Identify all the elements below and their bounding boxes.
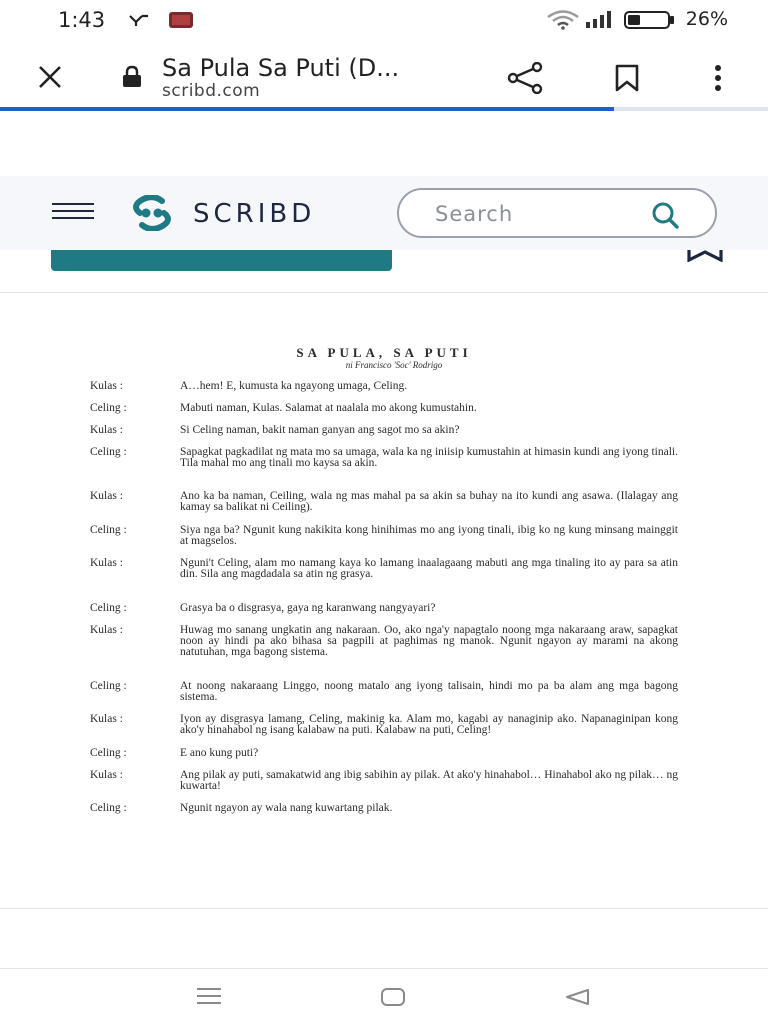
speaker-name: Kulas :: [90, 624, 123, 636]
dialogue-text: Grasya ba o disgrasya, gaya ng karanwang nangyayari?: [180, 602, 436, 614]
close-tab-button[interactable]: [33, 62, 67, 92]
page-url[interactable]: scribd.com: [162, 81, 261, 101]
recent-apps-icon: [196, 987, 222, 1005]
dialogue-text: Si Celing naman, bakit naman ganyan ang sagot mo sa akin?: [180, 424, 460, 436]
scribd-logo-text[interactable]: SCRIBD: [193, 199, 316, 229]
search-box[interactable]: [397, 188, 717, 238]
battery-icon: [624, 11, 676, 34]
close-icon: [36, 63, 64, 91]
dialogue-text: Nguni't Celing, alam mo namang kaya ko lamang inaalagaang mabuti ang mga tinaling ito ay para sa atin din. Sila ang magdadala sa atin ng grasya.: [180, 557, 678, 580]
sale-app-icon: [168, 11, 194, 34]
wifi-icon: [546, 10, 580, 35]
status-time: 1:43: [58, 8, 106, 32]
dialogue-text: At noong nakaraang Linggo, noong matalo ang iyong talisain, hindi mo pa ba alam ang mga bagong sistema.: [180, 680, 678, 703]
more-vert-icon: [713, 63, 723, 93]
speaker-name: Celing :: [90, 402, 127, 414]
scribd-logo-icon[interactable]: [130, 195, 174, 236]
status-bar: [0, 0, 768, 40]
recent-apps-button[interactable]: [196, 987, 222, 1010]
speaker-name: Celing :: [90, 802, 127, 814]
dialogue-text: A…hem! E, kumusta ka ngayong umaga, Celing.: [180, 380, 408, 392]
home-button[interactable]: [380, 987, 406, 1012]
speaker-name: Celing :: [90, 680, 127, 692]
dialogue-text: Siya nga ba? Ngunit kung nakikita kong hinihimas mo ang iyong tinali, ibig ko ng kung minsang mainggit at magselos.: [180, 524, 678, 547]
system-navigation-bar: [0, 968, 768, 1024]
speaker-name: Kulas :: [90, 557, 123, 569]
back-button[interactable]: [564, 987, 590, 1012]
speaker-name: Kulas :: [90, 713, 123, 725]
dialogue-text: Ngunit ngayon ay wala nang kuwartang pilak.: [180, 802, 393, 814]
document-author: ni Francisco 'Soc' Rodrigo: [345, 360, 443, 370]
dialogue-text: Huwag mo sanang ungkatin ang nakaraan. Oo, ako nga'y napagtalo noong mga nakaraang araw, sapagkat noon ay hindi pa ako bihasa sa pagpili at paghimas ng manok. Ngunit ngayon ay marami na akong natutuhan, mga bagong sistema.: [180, 624, 678, 658]
speaker-name: Kulas :: [90, 490, 123, 502]
document-page-border: [0, 908, 768, 909]
scribd-header: [0, 176, 768, 250]
bookmark-icon: [613, 63, 641, 93]
dialogue-text: E ano kung puti?: [180, 747, 259, 759]
speaker-name: Celing :: [90, 446, 127, 458]
menu-icon-bar: [52, 203, 94, 205]
more-options-button[interactable]: [706, 60, 730, 96]
search-icon[interactable]: [651, 201, 679, 234]
share-button[interactable]: [504, 60, 546, 96]
speaker-name: Celing :: [90, 747, 127, 759]
battery-percent: 26%: [685, 8, 728, 30]
signal-icon: [584, 10, 616, 33]
browser-toolbar: [0, 40, 768, 110]
page-load-progress: [0, 107, 768, 111]
menu-icon-bar: [52, 217, 94, 219]
speaker-name: Celing :: [90, 524, 127, 536]
speaker-name: Celing :: [90, 602, 127, 614]
search-input[interactable]: [435, 200, 645, 228]
speaker-name: Kulas :: [90, 380, 123, 392]
dialogue-text: Sapagkat pagkadilat ng mata mo sa umaga, wala ka ng iniisip kumustahin at himasin kundi ang iyong tinali. Tila mahal mo ang tinali mo kaysa sa akin.: [180, 446, 678, 469]
dialogue-text: Ang pilak ay puti, samakatwid ang ibig sabihin ay pilak. At ako'y hinahabol… Hinahabol ako ng pilak… ng kuwarta!: [180, 769, 678, 792]
dialogue-text: Iyon ay disgrasya lamang, Celing, makinig ka. Alam mo, kagabi ay nanaginip ako. Napanaginipan kong ako'y hinahabol ng isang kalabaw na puti. Kalabaw na puti, Celing!: [180, 713, 678, 736]
share-icon: [505, 62, 545, 94]
menu-icon-bar: [52, 210, 94, 212]
hamburger-menu-button[interactable]: [52, 203, 94, 223]
page-load-progress-fill: [0, 107, 614, 111]
back-icon: [564, 987, 590, 1007]
save-document-icon[interactable]: [687, 248, 723, 267]
home-icon: [380, 987, 406, 1007]
dialogue-text: Ano ka ba naman, Ceiling, wala ng mas mahal pa sa akin sa buhay na ito kundi ang asawa. (Ilalagay ang kamay sa balikat ni Ceiling).: [180, 490, 678, 513]
route-icon: [128, 12, 150, 33]
dialogue-text: Mabuti naman, Kulas. Salamat at naalala mo akong kumustahin.: [180, 402, 477, 414]
speaker-name: Kulas :: [90, 769, 123, 781]
document-page: [0, 293, 768, 908]
bookmark-button[interactable]: [610, 62, 644, 94]
speaker-name: Kulas :: [90, 424, 123, 436]
tab-title: Sa Pula Sa Puti (D...: [162, 54, 400, 82]
document-title: SA PULA, SA PUTI: [296, 345, 472, 360]
lock-icon: [121, 66, 143, 88]
